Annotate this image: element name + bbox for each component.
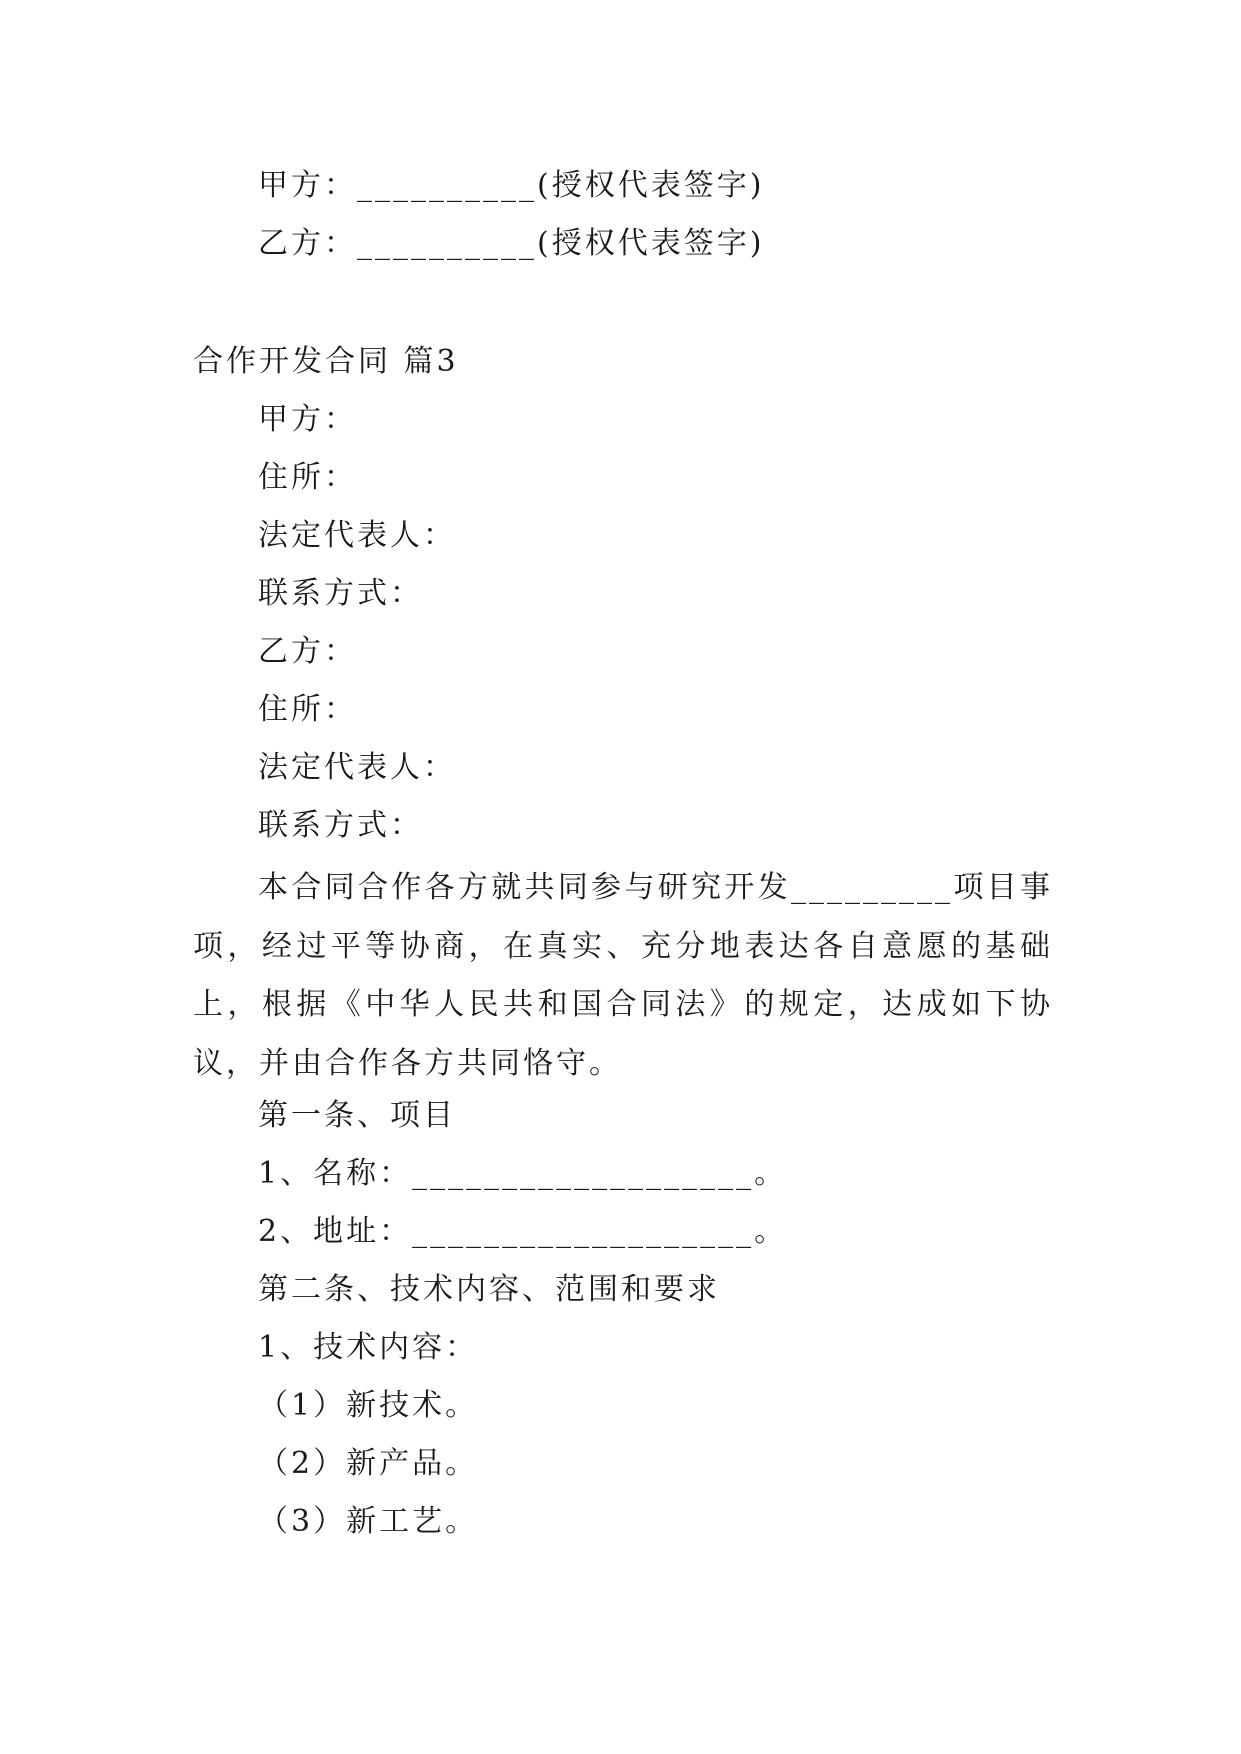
party-a-legal-rep-label: 法定代表人： bbox=[258, 518, 456, 553]
section-title: 合作开发合同 篇3 bbox=[193, 344, 459, 379]
party-b-contact-label: 联系方式： bbox=[258, 808, 423, 843]
article-2-sub-heading: 1、技术内容： bbox=[258, 1330, 479, 1365]
party-a-name-label: 甲方： bbox=[258, 402, 357, 437]
list-item-new-product: （2）新产品。 bbox=[258, 1446, 479, 1481]
article-1-heading: 第一条、项目 bbox=[258, 1098, 456, 1133]
signature-line-party-b: 乙方：__________(授权代表签字) bbox=[258, 226, 765, 261]
list-item-new-process: （3）新工艺。 bbox=[258, 1504, 479, 1539]
article-1-item-name: 1、名称：___________________。 bbox=[258, 1156, 788, 1191]
party-a-contact-label: 联系方式： bbox=[258, 576, 423, 611]
party-b-legal-rep-label: 法定代表人： bbox=[258, 750, 456, 785]
party-b-name-label: 乙方： bbox=[258, 634, 357, 669]
preamble-paragraph: 本合同合作各方就共同参与研究开发_________项目事项，经过平等协商，在真实、充分地表达各自意愿的基础上，根据《中华人民共和国合同法》的规定，达成如下协议，并由合作各方共同恪守。 bbox=[193, 870, 1053, 1081]
signature-line-party-a: 甲方：__________(授权代表签字) bbox=[258, 168, 765, 203]
list-item-new-technology: （1）新技术。 bbox=[258, 1388, 479, 1423]
article-2-heading: 第二条、技术内容、范围和要求 bbox=[258, 1272, 720, 1307]
party-a-address-label: 住所： bbox=[258, 460, 357, 495]
article-1-item-address: 2、地址：___________________。 bbox=[258, 1214, 788, 1249]
party-b-address-label: 住所： bbox=[258, 692, 357, 727]
